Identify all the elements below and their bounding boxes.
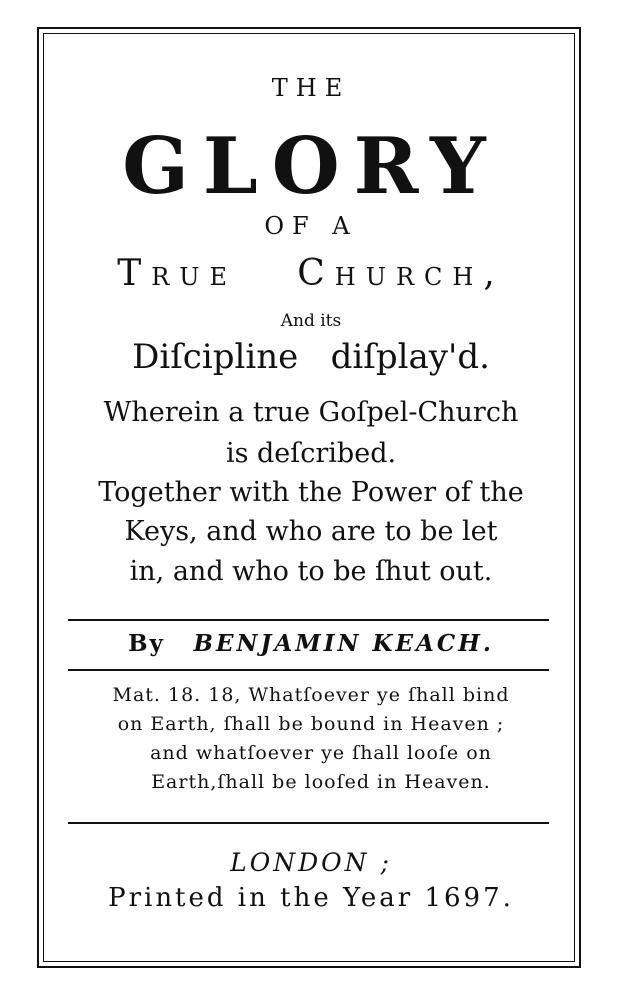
title-comma: , (483, 253, 505, 294)
rule-bottom (68, 822, 549, 824)
church-cap: C (297, 253, 335, 294)
subtitle-line-1: Wherein a true Goſpel-Church (103, 397, 519, 428)
imprint-printed: Printed in the Year 1697. (108, 883, 514, 913)
subtitle-line-4: Keys, and who are to be let (124, 516, 498, 547)
title-and-its: And its (280, 311, 342, 331)
epigraph-line-2: on Earth, ſhall be bound in Heaven ; (117, 713, 505, 735)
title-discipline: Diſcipline diſplay'd. (132, 337, 490, 377)
rule-top (68, 619, 549, 621)
title-the: THE (271, 74, 351, 102)
epigraph-line-1: Mat. 18. 18, Whatſoever ye ſhall bind (112, 684, 510, 706)
rule-middle (68, 669, 549, 671)
title-true-church (0, 252, 622, 302)
epigraph-line-4: Earth,ſhall be looſed in Heaven. (151, 771, 491, 793)
church-rest: HURCH (334, 263, 484, 291)
author-name: BENJAMIN KEACH. (193, 630, 494, 657)
title-glory: GLORY (122, 121, 500, 212)
author-by: By (128, 630, 165, 657)
subtitle-line-5: in, and who to be ſhut out. (129, 556, 493, 587)
epigraph-line-3: and whatſoever ye ſhall looſe on (150, 742, 492, 764)
imprint-city: LONDON ; (230, 848, 392, 877)
subtitle-line-3: Together with the Power of the (98, 477, 524, 508)
author-line (0, 630, 622, 657)
title-of-a: OF A (264, 212, 358, 240)
true-cap: T (117, 253, 152, 294)
subtitle-line-2: is deſcribed. (225, 438, 397, 469)
true-rest: RUE (151, 263, 238, 291)
